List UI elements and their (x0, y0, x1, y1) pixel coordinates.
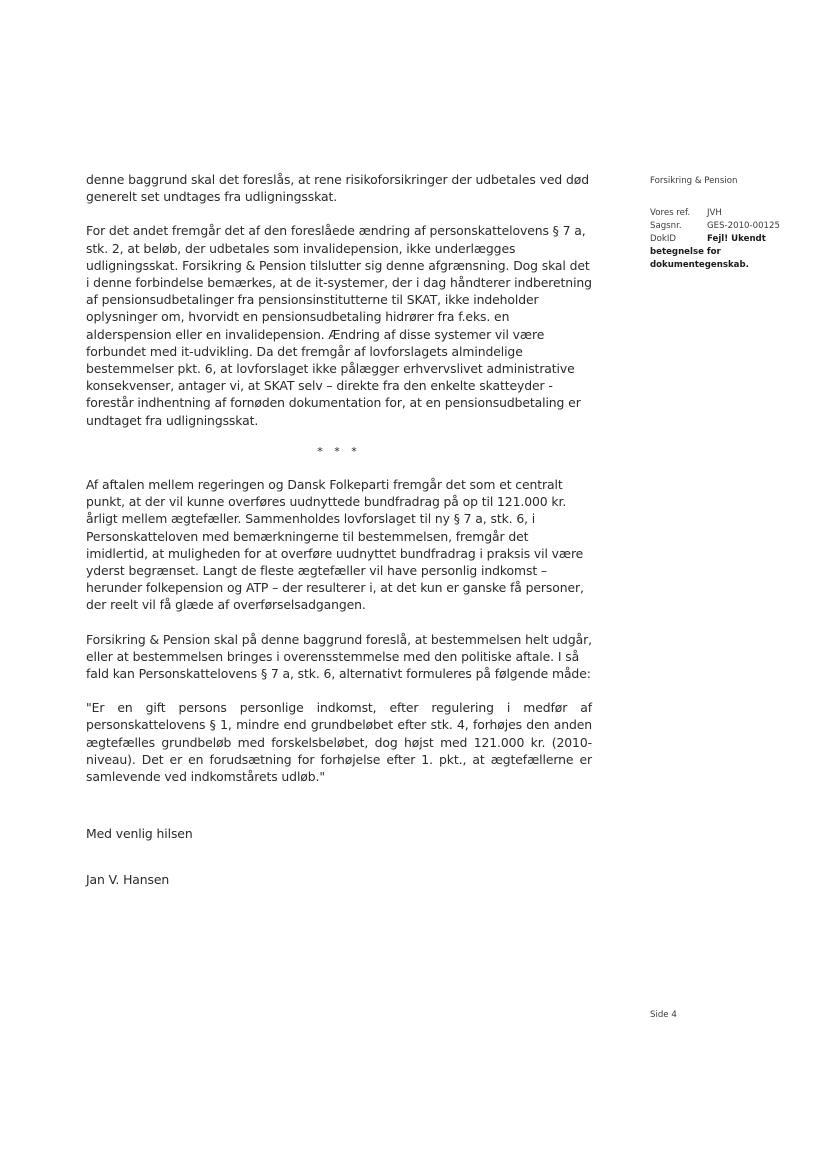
doc-id-error-line-1: betegnelse for (650, 247, 721, 257)
meta-value-wrap (707, 233, 810, 246)
doc-id-error-line-2: dokumentegenskab. (650, 260, 749, 270)
section-separator: * * * (317, 444, 361, 458)
quoted-proposal: "Er en gift persons personlige indkomst, efter regulering i medfør af personskattelovens § 1, mindre end grundbeløbet efter stk. 4, forhøjes den anden ægtefælles grundbeløb med forskelsbeløbet, dog højst med 121.000 kr. (2010-niveau). Det er en forudsætning for forhøjelse efter 1. pkt., at ægtefællerne er samlevende ved indkomstårets udløb." (86, 700, 592, 785)
letter-body (86, 171, 592, 905)
meta-value: Fejl! Ukendt (707, 234, 766, 244)
sender-organization: Forsikring & Pension (650, 176, 738, 186)
meta-row-ref (650, 207, 810, 220)
closing-greeting: Med venlig hilsen (86, 826, 193, 842)
paragraph-4: Forsikring & Pension skal på denne baggrund foreslå, at bestemmelsen helt udgår, eller at bestemmelsen bringes i overensstemmelse med den politiske aftale. I så fald kan Personskattelovens § 7 a, stk. 6, alternativt formuleres på følgende måde: (86, 631, 592, 682)
sidebar-metadata (650, 175, 810, 272)
meta-row-doc-id (650, 233, 810, 246)
meta-row-case-number (650, 220, 810, 233)
paragraph-3: Af aftalen mellem regeringen og Dansk Folkeparti fremgår det som et centralt punkt, at der vil kunne overføres uudnyttede bundfradrag på op til 121.000 kr. årligt mellem ægtefæller. Sammenholdes lovforslaget til ny § 7 a, stk. 6, i Personskatteloven med bemærkningerne til bestemmelsen, fremgår det imidlertid, at muligheden for at overføre uudnyttet bundfradrag i praksis vil være yderst begrænset. Langt de fleste ægtefæller vil have personlig indkomst – herunder folkepension og ATP – der resulterer i, at det kun er ganske få personer, der reelt vil få glæde af overførselsadgangen. (86, 477, 584, 613)
paragraph-2: For det andet fremgår det af den foreslåede ændring af personskattelovens § 7 a, stk. 2, at beløb, der udbetales som invalidepension, ikke underlægges udligningsskat. Forsikring & Pension tilslutter sig denne afgrænsning. Dog skal det i denne forbindelse bemærkes, at de it-systemer, der i dag håndterer indberetning af pensionsudbetalinger fra pensionsinstitutterne til SKAT, ikke indeholder oplysninger om, hvorvidt en pensionsudbetaling hidrører fra f.eks. en alderspension eller en invalidepension. Ændring af disse systemer vil være forbundet med it-udvikling. Da det fremgår af lovforslagets almindelige bestemmelser pkt. 6, at lovforslaget ikke pålægger erhvervslivet administrative konsekvenser, antager vi, at SKAT selv – direkte fra den enkelte skatteyder - forestår indhentning af fornøden dokumentation for, at en pensionsudbetaling er undtaget fra udligningsskat. (86, 223, 592, 428)
signature-name: Jan V. Hansen (86, 871, 170, 887)
meta-key: DokID (650, 234, 677, 244)
page-number: Side 4 (650, 1010, 677, 1020)
paragraph-1: denne baggrund skal det foreslås, at rene risikoforsikringer der udbetales ved død generelt set undtages fra udligningsskat. (86, 172, 589, 205)
meta-value: GES-2010-00125 (707, 221, 780, 231)
meta-key: Sagsnr. (650, 221, 682, 231)
meta-value: JVH (707, 208, 722, 218)
meta-key: Vores ref. (650, 208, 691, 218)
